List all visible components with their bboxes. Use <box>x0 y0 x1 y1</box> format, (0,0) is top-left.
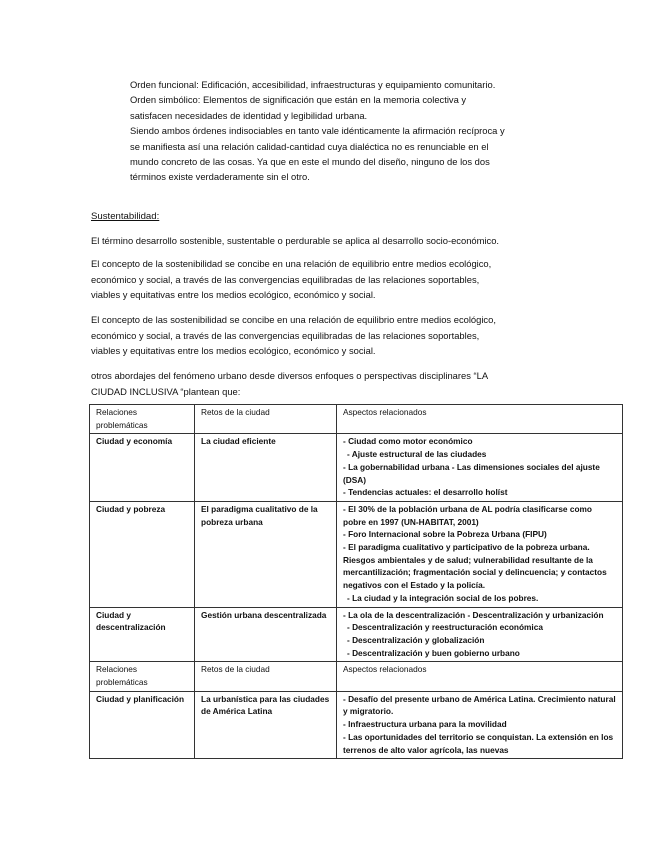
table-row <box>90 434 623 502</box>
section-heading: Sustentabilidad: <box>91 211 160 222</box>
aspects-cell <box>337 501 623 607</box>
paragraph-2 <box>91 256 571 303</box>
aspects-cell <box>337 607 623 662</box>
aspect-item: - Descentralización y reestructuración económica <box>347 622 543 633</box>
relation-cell: Ciudad y economía <box>90 434 195 502</box>
intro-line: Siendo ambos órdenes indisociables en tanto vale idénticamente la afirmación recíproca y <box>130 125 505 137</box>
intro-line: Orden funcional: Edificación, accesibilidad, infraestructuras y equipamiento comunitario. <box>130 79 496 90</box>
table-row <box>90 501 623 607</box>
intro-line: mundo concreto de las cosas. Ya que en este el mundo del diseño, ninguno de los dos <box>130 156 490 168</box>
paragraph-line: El concepto de las sostenibilidad se concibe en una relación de equilibrio entre medios ecológico, <box>91 314 496 325</box>
aspect-item: - El paradigma cualitativo y participativo de la pobreza urbana. Riesgos ambientales y de salud; vulnerabilidad resultante de la mercantilización; fragmentación social y delincuencia; y contactos negativos con el Estado y la policía. <box>343 542 607 591</box>
intro-line: satisfacen necesidades de identidad y legibilidad urbana. <box>130 109 368 121</box>
header-cell: Relaciones problemáticas <box>90 405 195 434</box>
challenge-cell: El paradigma cualitativo de la pobreza urbana <box>195 501 337 607</box>
issues-table <box>89 404 623 759</box>
aspect-item: - La gobernabilidad urbana - Las dimensiones sociales del ajuste (DSA) <box>343 461 600 485</box>
paragraph-line: El concepto de la sostenibilidad se concibe en una relación de equilibrio entre medios ecológico, <box>91 258 492 269</box>
header-cell: Aspectos relacionados <box>337 405 623 434</box>
aspect-item: - Tendencias actuales: el desarrollo holíst <box>343 487 508 498</box>
intro-block <box>130 77 570 185</box>
table-row <box>90 607 623 662</box>
challenge-cell: La ciudad eficiente <box>195 434 337 502</box>
aspect-item: - El 30% de la población urbana de AL podría clasificarse como pobre en 1997 (UN-HABITAT, 2001) <box>343 503 592 527</box>
table-row <box>90 662 623 691</box>
paragraph-line: viables y equitativas entre los medios ecológico, económico y social. <box>91 289 376 301</box>
aspect-item: - La ola de la descentralización - Descentralización y urbanización <box>343 609 604 620</box>
aspects-cell: Aspectos relacionados <box>337 662 623 691</box>
table-row <box>90 691 623 759</box>
header-cell: Retos de la ciudad <box>195 405 337 434</box>
aspect-item: - La ciudad y la integración social de los pobres. <box>347 592 539 603</box>
aspect-item: - Desafío del presente urbano de América Latina. Crecimiento natural y migratorio. <box>343 693 616 717</box>
relation-cell: Ciudad y descentralización <box>90 607 195 662</box>
paragraph-4 <box>91 368 571 399</box>
relation-cell: Relaciones problemáticas <box>90 662 195 691</box>
aspect-item: - Las oportunidades del territorio se conquistan. La extensión en los terrenos de alto valor agrícola, las nuevas <box>343 731 614 755</box>
aspect-item: - Ajuste estructural de las ciudades <box>347 449 487 460</box>
aspect-item: - Descentralización y globalización <box>347 634 485 645</box>
paragraph-1: El término desarrollo sostenible, sustentable o perdurable se aplica al desarrollo socio-económico. <box>91 235 500 246</box>
paragraph-line: económico y social, a través de las convergencias equilibradas de las relaciones soportables, <box>91 273 480 285</box>
paragraph-3 <box>91 312 571 359</box>
intro-line: se manifiesta así una relación calidad-cantidad cuya dialéctica no es renunciable en el <box>130 140 489 152</box>
relation-cell: Ciudad y pobreza <box>90 501 195 607</box>
challenge-cell: Gestión urbana descentralizada <box>195 607 337 662</box>
table-header-row <box>90 405 623 434</box>
paragraph-line: económico y social, a través de las convergencias equilibradas de las relaciones soportables, <box>91 329 480 341</box>
challenge-cell: La urbanística para las ciudades de América Latina <box>195 691 337 759</box>
aspects-cell <box>337 434 623 502</box>
paragraph-line: CIUDAD INCLUSIVA “plantean que: <box>91 385 241 397</box>
relation-cell: Ciudad y planificación <box>90 691 195 759</box>
challenge-cell: Retos de la ciudad <box>195 662 337 691</box>
aspect-item: - Ciudad como motor económico <box>343 436 473 447</box>
aspect-item: - Descentralización y buen gobierno urbano <box>347 647 520 658</box>
intro-line: Orden simbólico: Elementos de significación que están en la memoria colectiva y <box>130 94 467 106</box>
paragraph-line: viables y equitativas entre los medios ecológico, económico y social. <box>91 345 376 357</box>
paragraph-line: otros abordajes del fenómeno urbano desde diversos enfoques o perspectivas disciplinares “LA <box>91 370 489 381</box>
aspects-cell <box>337 691 623 759</box>
aspect-item: - Infraestructura urbana para la movilidad <box>343 719 507 730</box>
aspect-item: - Foro Internacional sobre la Pobreza Urbana (FIPU) <box>343 529 547 540</box>
intro-line: términos existe verdaderamente sin el otro. <box>130 171 310 183</box>
